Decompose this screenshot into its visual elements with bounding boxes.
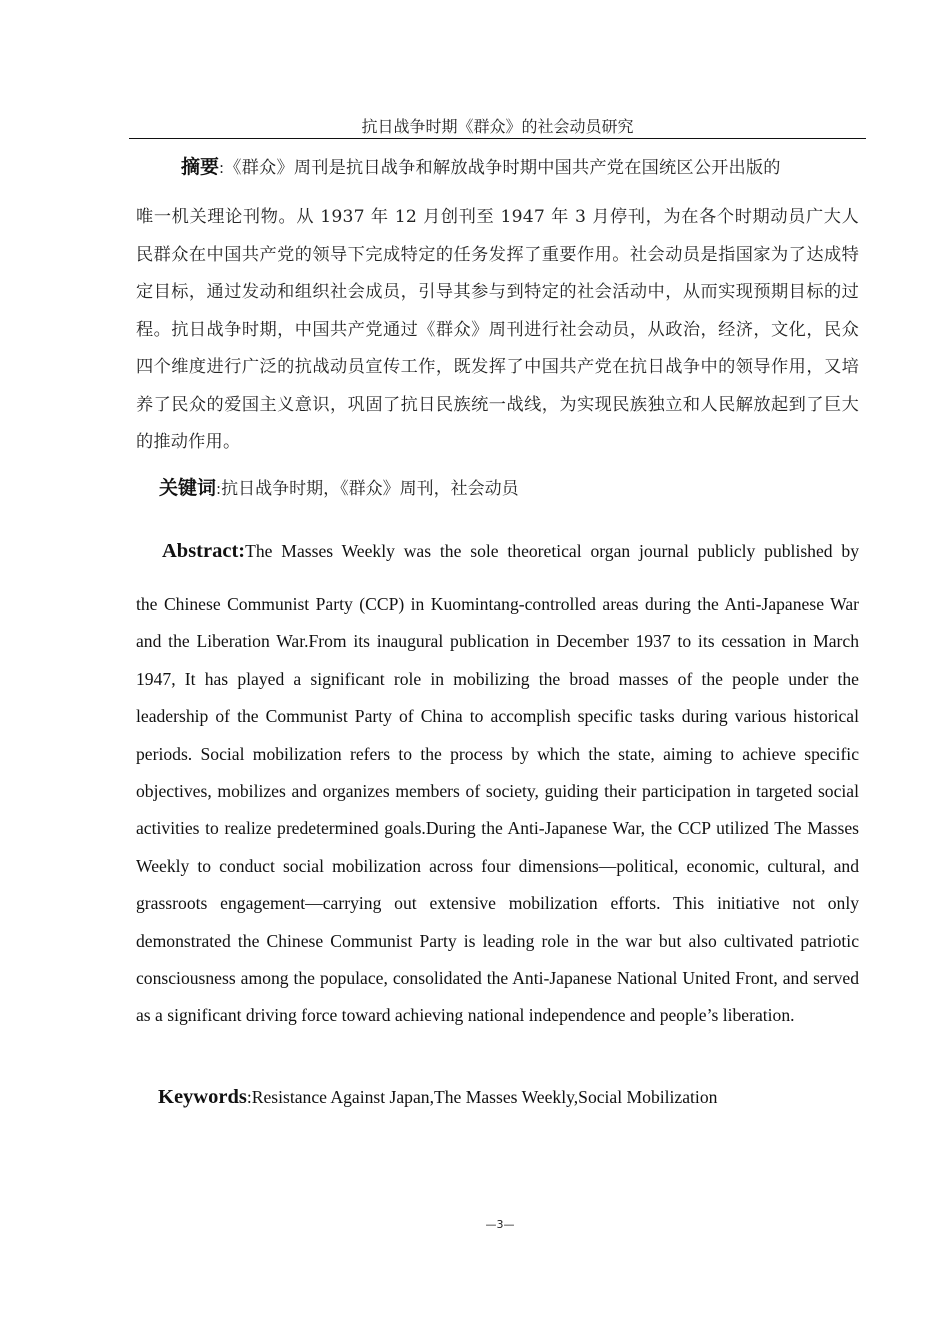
chinese-abstract-body: 唯一机关理论刊物。从 1937 年 12 月创刊至 1947 年 3 月停刊，为在各个时期动员广大人民群众在中国共产党的领导下完成特定的任务发挥了重要作用。社会动员是指国家为了达成特定目标，通过发动和组织社会成员，引导其参与到特定的社会活动中，从而实现预期目标的过程。抗日战争时期，中国共产党通过《群众》周刊进行社会动员，从政治，经济，文化，民众四个维度进行广泛的抗战动员宣传工作，既发挥了中国共产党在抗日战争中的领导作用，又培养了民众的爱国主义意识，巩固了抗日民族统一战线，为实现民族独立和人民解放起到了巨大的推动作用。 — [136, 207, 859, 452]
chinese-keywords-label: 关键词 — [159, 477, 217, 499]
english-keywords-value: :Resistance Against Japan,The Masses Weekly,Social Mobilization — [246, 1087, 718, 1107]
chinese-abstract-first-text: 《群众》周刊是抗日战争和解放战争时期中国共产党在国统区公开出版的 — [224, 158, 781, 178]
running-header-title: 抗日战争时期《群众》的社会动员研究 — [361, 117, 634, 136]
english-abstract-body: the Chinese Communist Party (CCP) in Kuomintang-controlled areas during the Anti-Japanese War and the Liberation War.From its inaugural publication in December 1937 to its cessation in March 1947, It has played a significant role in mobilizing the broad masses of the people under the leadership of the Communist Party of China to accomplish specific tasks during various historical periods. Social mobilization refers to the process by which the state, aiming to achieve specific objectives, mobilizes and organizes members of society, guiding their participation in targeted social activities to realize predetermined goals.During the Anti-Japanese War, the CCP utilized The Masses Weekly to conduct social mobilization across four dimensions—political, economic, cultural, and grassroots engagement—carrying out extensive mobilization efforts. This initiative not only demonstrated the Chinese Communist Party is leading role in the war but also cultivated patriotic consciousness among the populace, consolidated the Anti-Japanese National United Front, and served as a significant driving force toward achieving national independence and people’s liberation. — [136, 594, 859, 1026]
english-keywords — [158, 1083, 717, 1111]
english-abstract-first-line — [136, 536, 859, 566]
chinese-abstract-label: 摘要 — [181, 156, 220, 178]
page-number: —3— — [485, 1218, 515, 1231]
english-abstract-first-text: The Masses Weekly was the sole theoretical organ journal publicly published by — [245, 541, 859, 561]
header-rule-divider — [129, 138, 866, 139]
chinese-keywords — [159, 476, 519, 501]
chinese-abstract-first-line — [136, 148, 859, 187]
chinese-abstract — [136, 148, 859, 462]
chinese-keywords-value: 抗日战争时期，《群众》周刊，社会动员 — [221, 479, 519, 499]
english-abstract-label: Abstract: — [162, 540, 246, 562]
chinese-abstract-colon: : — [219, 159, 225, 177]
english-abstract — [136, 536, 859, 1035]
english-keywords-label: Keywords — [158, 1086, 247, 1108]
chinese-keywords-colon: : — [216, 480, 222, 498]
